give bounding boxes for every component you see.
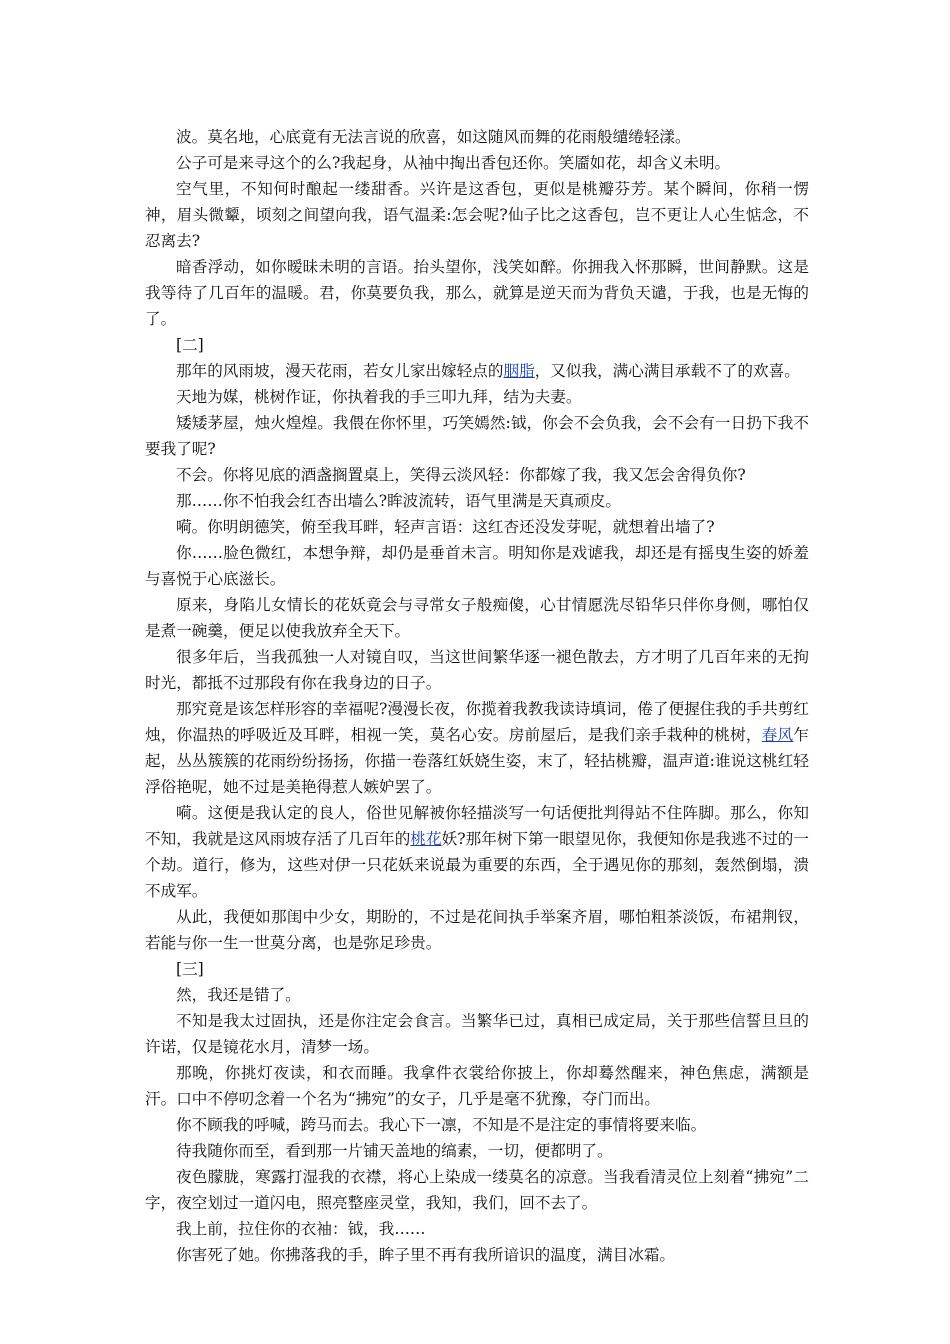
paragraph-text: 嗬。你明朗德笑，俯至我耳畔，轻声言语：这红杏还没发芽呢，就想着出墙了?: [176, 518, 715, 536]
paragraph-text: 乍起，丛丛簇簇的花雨纷纷扬扬，你描一卷落红妖娆生姿，末了，轻拈桃瓣，温声道:谁说这桃红轻浮俗艳呢，她不过是美艳得惹人嫉妒罢了。: [145, 726, 809, 796]
paragraph-text: 不知是我太过固执，还是你注定会食言。当繁华已过，真相已成定局，关于那些信誓旦旦的许诺，仅是镜花水月，清梦一场。: [145, 1012, 809, 1056]
paragraph: [145, 254, 809, 332]
paragraph-text: 待我随你而至，看到那一片铺天盖地的缟素，一切，便都明了。: [176, 1142, 613, 1160]
paragraph: [145, 358, 809, 384]
paragraph: [145, 1008, 809, 1060]
paragraph-text: 暗香浮动，如你暧昧未明的言语。抬头望你，浅笑如醉。你拥我入怀那瞬，世间静默。这是我等待了几百年的温暖。君，你莫要负我，那么，就算是逆天而为背负天谴，于我，也是无悔的了。: [145, 258, 809, 328]
paragraph: [145, 514, 809, 540]
paragraph-text: 空气里，不知何时酿起一缕甜香。兴许是这香包，更似是桃瓣芬芳。某个瞬间，你稍一愣神，眉头微颦，顷刻之间望向我，语气温柔:怎会呢?仙子比之这香包，岂不更让人心生惦念，不忍离去?: [145, 180, 809, 250]
paragraph: [145, 592, 809, 644]
paragraph: [145, 1164, 809, 1216]
paragraph-text: 原来，身陷儿女情长的花妖竟会与寻常女子般痴傻，心甘情愿洗尽铅华只伴你身侧，哪怕仅是煮一碗羹，便足以使我放弃全天下。: [145, 596, 809, 640]
paragraph-text: [二]: [176, 336, 204, 354]
paragraph-text: 矮矮茅屋，烛火煌煌。我偎在你怀里，巧笑嫣然:钺，你会不会负我，会不会有一日扔下我不要我了呢?: [145, 414, 809, 458]
paragraph: [145, 462, 809, 488]
article-body: [145, 124, 809, 1268]
paragraph: [145, 332, 809, 358]
paragraph: [145, 1112, 809, 1138]
paragraph: [145, 644, 809, 696]
paragraph: [145, 410, 809, 462]
inline-link[interactable]: 桃花: [410, 830, 442, 848]
paragraph-text: 波。莫名地，心底竟有无法言说的欣喜，如这随风而舞的花雨般缱绻轻漾。: [176, 128, 691, 146]
paragraph: [145, 1138, 809, 1164]
paragraph-text: 天地为媒，桃树作证，你执着我的手三叩九拜，结为夫妻。: [176, 388, 582, 406]
paragraph-text: [三]: [176, 960, 204, 978]
paragraph: [145, 1216, 809, 1242]
paragraph-text: 妖?那年树下第一眼望见你，我便知你是我逃不过的一个劫。道行，修为，这些对伊一只花妖来说最为重要的东西，全于遇见你的那刻，轰然倒塌，溃不成军。: [145, 830, 809, 900]
paragraph: [145, 800, 809, 904]
document-page: [145, 124, 809, 1268]
paragraph-text: 然，我还是错了。: [176, 986, 301, 1004]
paragraph: [145, 176, 809, 254]
paragraph: [145, 956, 809, 982]
paragraph-text: 很多年后，当我孤独一人对镜自叹，当这世间繁华逐一褪色散去，方才明了几百年来的无拘时光，都抵不过那段有你在我身边的日子。: [145, 648, 809, 692]
paragraph-text: 公子可是来寻这个的么?我起身，从袖中掏出香包还你。笑靥如花，却含义未明。: [176, 154, 731, 172]
paragraph-text: 那晚，你挑灯夜读，和衣而睡。我拿件衣裳给你披上，你却蓦然醒来，神色焦虑，满额是汗。口中不停叨念着一个名为“拂宛”的女子，几乎是毫不犹豫，夺门而出。: [145, 1064, 809, 1108]
paragraph: [145, 124, 809, 150]
paragraph-text: 你……脸色微红，本想争辩，却仍是垂首未言。明知你是戏谑我，却还是有摇曳生姿的娇羞与喜悦于心底滋长。: [145, 544, 809, 588]
paragraph: [145, 384, 809, 410]
paragraph-text: ，又似我，满心满目承载不了的欢喜。: [534, 362, 800, 380]
inline-link[interactable]: 春风: [761, 726, 794, 744]
paragraph-text: 你害死了她。你拂落我的手，眸子里不再有我所谙识的温度，满目冰霜。: [176, 1246, 676, 1264]
paragraph: [145, 1242, 809, 1268]
paragraph: [145, 540, 809, 592]
paragraph: [145, 488, 809, 514]
inline-link[interactable]: 胭脂: [503, 362, 535, 380]
paragraph: [145, 1060, 809, 1112]
paragraph-text: 夜色朦胧，寒露打湿我的衣襟，将心上染成一缕莫名的凉意。当我看清灵位上刻着“拂宛”二字，夜空划过一道闪电，照亮整座灵堂，我知，我们，回不去了。: [145, 1168, 809, 1212]
paragraph: [145, 904, 809, 956]
paragraph-text: 那究竟是该怎样形容的幸福呢?漫漫长夜，你揽着我教我读诗填词，倦了便握住我的手共剪红烛，你温热的呼吸近及耳畔，相视一笑，莫名心安。房前屋后，是我们亲手栽种的桃树，: [145, 700, 809, 744]
paragraph: [145, 982, 809, 1008]
paragraph-text: 嗬。这便是我认定的良人，俗世见解被你轻描淡写一句话便批判得站不住阵脚。那么，你知不知，我就是这风雨坡存活了几百年的: [145, 804, 809, 848]
paragraph: [145, 150, 809, 176]
paragraph-text: 从此，我便如那闺中少女，期盼的，不过是花间执手举案齐眉，哪怕粗茶淡饭，布裙荆钗，若能与你一生一世莫分离，也是弥足珍贵。: [145, 908, 809, 952]
paragraph-text: 我上前，拉住你的衣袖：钺，我……: [176, 1220, 426, 1238]
paragraph: [145, 696, 809, 800]
paragraph-text: 不会。你将见底的酒盏搁置桌上，笑得云淡风轻：你都嫁了我，我又怎会舍得负你?: [176, 466, 746, 484]
paragraph-text: 你不顾我的呼喊，跨马而去。我心下一凛，不知是不是注定的事情将要来临。: [176, 1116, 707, 1134]
paragraph-text: 那……你不怕我会红杏出墙么?眸波流转，语气里满是天真顽皮。: [176, 492, 621, 510]
paragraph-text: 那年的风雨坡，漫天花雨，若女儿家出嫁轻点的: [176, 362, 504, 380]
